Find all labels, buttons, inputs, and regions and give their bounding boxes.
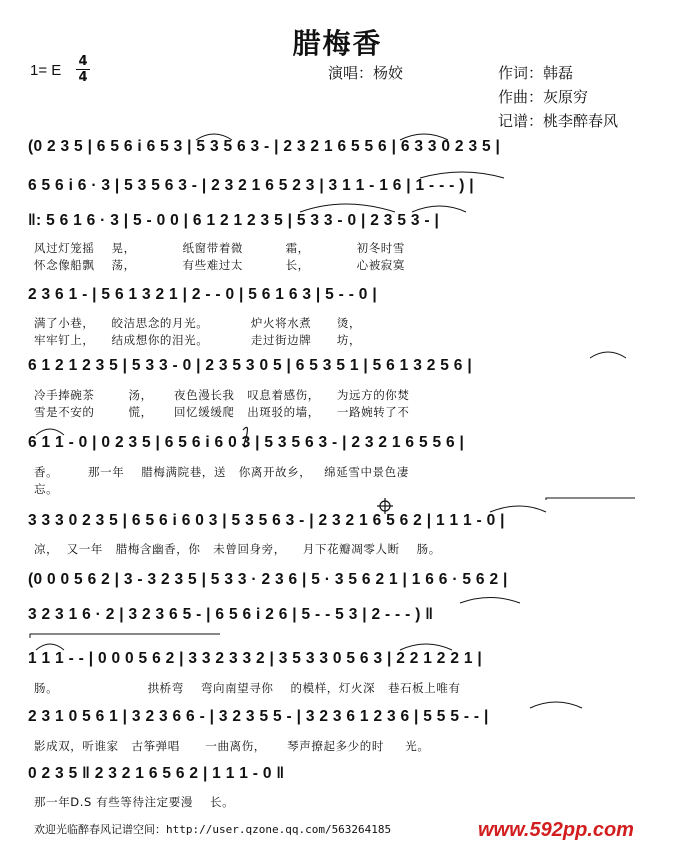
lyric-line-2: 怀念像船飘 荡， 有些难过太 长， 心被寂寞 (34, 258, 405, 272)
slur-mark (400, 644, 452, 650)
site-watermark: www.592pp.com (478, 819, 634, 841)
slur-mark (490, 506, 546, 512)
slur-mark (460, 598, 520, 604)
slur-mark (420, 172, 504, 178)
notation-row-12: 0 2 3 5 ‖ 2 3 2 1 6 5 6 2 | 1 1 1 - 0 ‖ (28, 765, 285, 782)
key-signature: 1= E (30, 62, 62, 79)
notation-row-6: 6 1 1 - 0 | 0 2 3 5 | 6 5 6 i 6 0 3 | 5 3 5 6 3 - | 2 3 2 1 6 5 5 6 | (28, 434, 465, 451)
composer-credit: 作曲：灰原穷 (498, 88, 589, 106)
lyric-line-9: 凉， 又一年 腊梅含幽香，你 未曾回身旁， 月下花瓣凋零人断 肠。 (34, 542, 441, 556)
slur-mark (36, 429, 64, 435)
lyricist-credit: 作词：韩磊 (498, 64, 574, 82)
slur-mark (400, 134, 448, 140)
slur-mark (196, 134, 232, 140)
lyric-line-10: 肠。 拱桥弯 弯向南望寻你 的模样，灯火深 巷石板上唯有 (34, 681, 461, 695)
notation-row-1: (0 2 3 5 | 6 5 6 i 6 5 3 | 5 3 5 6 3 - | 2 3 2 1 6 5 5 6 | 6 3 3 0 2 3 5 | (28, 138, 501, 155)
slur-mark (300, 204, 395, 212)
notation-row-7: 3 3 3 0 2 3 5 | 6 5 6 i 6 0 3 | 5 3 5 6 3 - | 2 3 2 1 6 5 6 2 | 1 1 1 - 0 | (28, 512, 505, 529)
lyric-line-8: 忘。 (34, 482, 59, 496)
song-title: 腊梅香 (292, 27, 383, 60)
lyric-line-6: 雪是不安的 慌， 回忆缓缓爬 出斑驳的墙， 一路婉转了不 (34, 405, 410, 419)
meter-bottom: 4 (78, 70, 88, 85)
meter-top: 4 (78, 54, 88, 69)
slur-mark (412, 206, 466, 212)
slur-mark (36, 644, 64, 650)
notation-row-2: 6 5 6 i 6 · 3 | 5 3 5 6 3 - | 2 3 2 1 6 5 2 3 | 3 1 1 - 1 6 | 1 - - - ) | (28, 177, 474, 194)
lyric-line-5: 冷手捧碗茶 汤， 夜色漫长我 叹息着感伤， 为远方的你焚 (34, 388, 410, 402)
notation-row-5: 6 1 2 1 2 3 5 | 5 3 3 - 0 | 2 3 5 3 0 5 | 6 5 3 5 1 | 5 6 1 3 2 5 6 | (28, 357, 472, 374)
coda-sign (377, 498, 393, 514)
footer-link-text: 欢迎光临醉春风记谱空间：http://user.qzone.qq.com/563264185 (34, 823, 392, 836)
segno-sign (243, 427, 249, 447)
notation-row-3: ‖: 5 6 1 6 · 3 | 5 - 0 0 | 6 1 2 1 2 3 5 | 5 3 3 - 0 | 2 3 5 3 - | (28, 212, 440, 229)
transcriber-credit: 记谱：桃李醉春风 (498, 112, 619, 130)
singer-credit: 演唱：杨姣 (328, 64, 404, 82)
notation-row-11: 2 3 1 0 5 6 1 | 3 2 3 6 6 - | 3 2 3 5 5 - | 3 2 3 6 1 2 3 6 | 5 5 5 - - | (28, 708, 489, 725)
lyric-line-4: 牢牢钉上， 结成想你的泪光。 走过街边牌 坊， (34, 333, 362, 347)
slur-mark (590, 352, 626, 358)
notation-row-8: (0 0 0 5 6 2 | 3 - 3 2 3 5 | 5 3 3 · 2 3 6 | 5 · 3 5 6 2 1 | 1 6 6 · 5 6 2 | (28, 571, 508, 588)
notation-row-9: 3 2 3 1 6 · 2 | 3 2 3 6 5 - | 6 5 6 i 2 6 | 5 - - 5 3 | 2 - - - ) ‖ (28, 606, 434, 623)
lyric-line-11: 影成双，听谁家 古筝弹唱 一曲离伤， 琴声撩起多少的时 光。 (34, 739, 430, 753)
volta-bracket-1 (546, 498, 635, 500)
lyric-line-12: 那一年D.S 有些等待注定要漫 长。 (34, 795, 235, 809)
notation-row-4: 2 3 6 1 - | 5 6 1 3 2 1 | 2 - - 0 | 5 6 1 6 3 | 5 - - 0 | (28, 286, 377, 303)
volta-bracket-2 (30, 634, 220, 638)
lyric-line-1: 风过灯笼摇 晃， 纸窗带着微 霜， 初冬时雪 (34, 241, 405, 255)
slur-mark (530, 702, 582, 708)
notation-row-10: 1 1 1 - - | 0 0 0 5 6 2 | 3 3 2 3 3 2 | 3 5 3 3 0 5 6 3 | 2 2 1 2 2 1 | (28, 650, 483, 667)
lyric-line-3: 满了小巷， 皎洁思念的月光。 炉火将水煮 烫， (34, 316, 362, 330)
lyric-line-7: 香。 那一年 腊梅满院巷，送 你离开故乡， 绵延雪中景色凄 (34, 465, 409, 479)
